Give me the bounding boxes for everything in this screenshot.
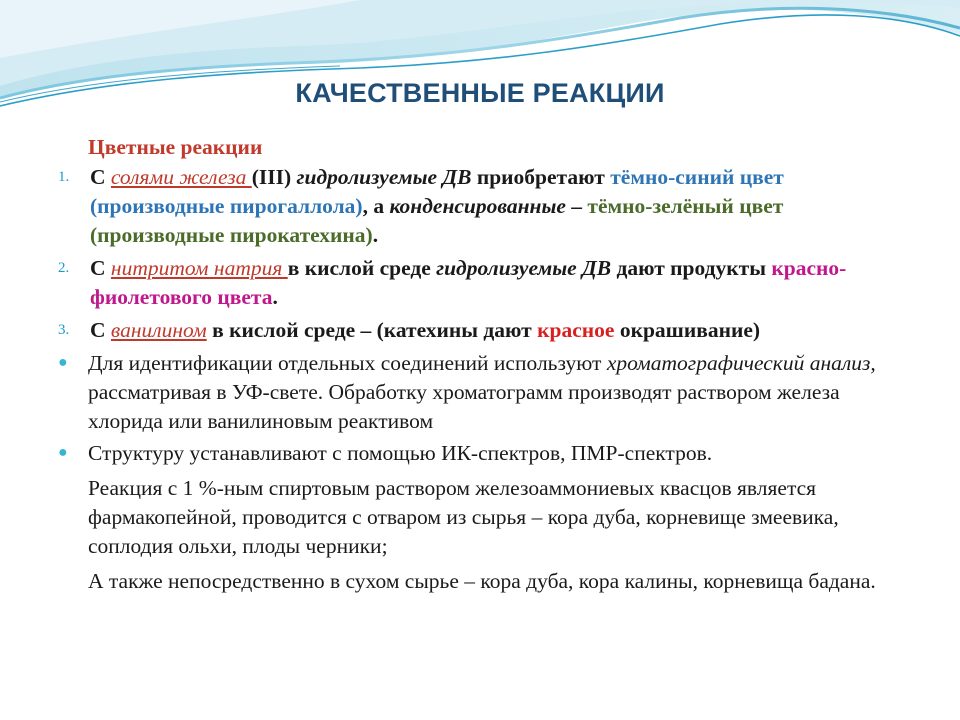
paragraph-2: А также непосредственно в сухом сырье – кора дуба, кора калины, корневища бадана. — [88, 569, 876, 593]
slide-content — [56, 131, 896, 596]
reagent-iron-salts: солями железа — [110, 165, 252, 189]
numbered-item-1: 1. С солями железа (III) гидролизуемые ДВ приобретают тёмно-синий цвет (производные пирогаллола), а конденсированные – тёмно-зелёный цвет (производные пирокатехина). — [58, 165, 784, 247]
reagent-vanillin: ванилином — [110, 318, 207, 342]
chromatographic-analysis-text: хроматографический анализ, — [606, 351, 876, 375]
bullet-drop-icon: ● — [58, 444, 68, 461]
header-wave-decoration — [0, 0, 960, 130]
numbered-item-2: 2. С нитритом натрия в кислой среде гидролизуемые ДВ дают продукты красно-фиолетового цвета. — [58, 256, 847, 309]
subheading: Цветные реакции — [88, 135, 263, 159]
bullet-item-2: ● Структуру устанавливают с помощью ИК-спектров, ПМР-спектров. — [56, 439, 896, 468]
red-color-text: красное — [537, 318, 615, 342]
bullet-drop-icon: ● — [58, 354, 68, 371]
item-marker-2: 2. — [58, 260, 70, 276]
reagent-sodium-nitrite: нитритом натрия — [110, 256, 288, 280]
numbered-item-3: 3. С ванилином в кислой среде – (катехины дают красное окрашивание) — [56, 316, 896, 345]
item-marker-3: 3. — [58, 322, 70, 338]
item-marker-1: 1. — [58, 169, 70, 185]
dark-green-color-text: тёмно-зелёный цвет (производные пирокатехина) — [90, 194, 784, 247]
red-violet-color-text: красно-фиолетового цвета — [90, 256, 847, 309]
paragraph-1: Реакция с 1 %-ным спиртовым раствором железоаммониевых квасцов является фармакопейной, проводится с отваром из сырья – кора дуба, корневище змеевика, соплодия ольхи, плоды черники; — [88, 476, 839, 558]
slide-title: КАЧЕСТВЕННЫЕ РЕАКЦИИ — [295, 78, 665, 108]
dark-blue-color-text: тёмно-синий цвет (производные пирогаллола) — [90, 165, 784, 218]
bullet-item-1: ● Для идентификации отдельных соединений используют хроматографический анализ, рассматривая в УФ-свете. Обработку хроматограмм производят раствором железа хлорида или ванилиновым реактивом — [56, 349, 896, 436]
